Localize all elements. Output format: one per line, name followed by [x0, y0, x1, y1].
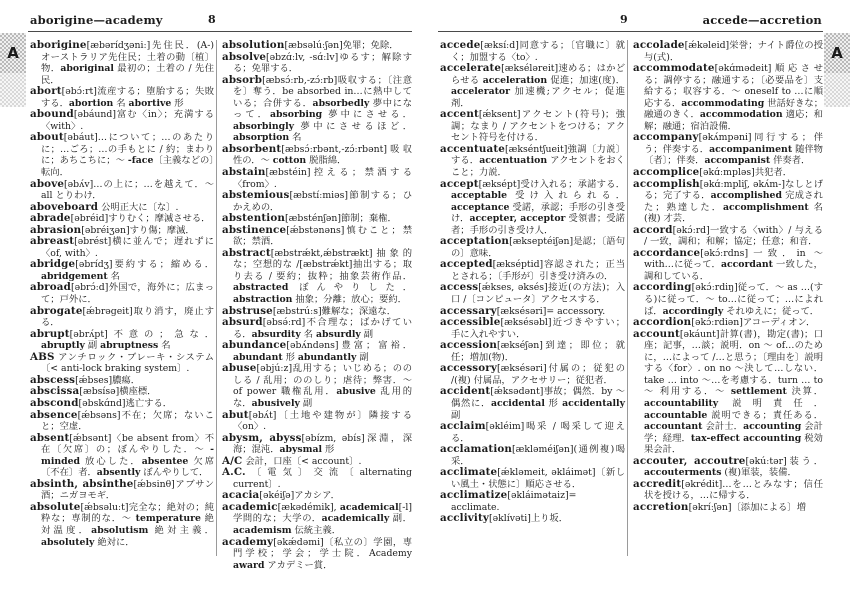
- headword: accessary: [440, 304, 497, 317]
- dictionary-entry: according[əkɔ́ːrdiŋ]従って．〜 as …(する)に従って．〜 to…に従って；…によれば．accordingly それゆえに；従って．: [633, 281, 823, 317]
- headword: abscissa: [30, 385, 80, 398]
- dictionary-entry: accord[əkɔ́ːrd]一致する〈with〉/ 与える / 一致，調和；和解；協定；任意；和音．: [633, 223, 823, 248]
- headword: acclimatize: [440, 489, 508, 502]
- sub-lemma: accommodation: [699, 109, 783, 121]
- dictionary-entry: abort[əbɔ́ːrt]流産する；堕胎する；失敗する．abortion 名 abortive 形: [30, 85, 214, 109]
- dictionary-entry: acclivity[əklívəti]上り坂．: [440, 512, 569, 525]
- headword: about: [30, 131, 64, 144]
- header-rule-right: [438, 31, 823, 32]
- sub-lemma: absorption: [233, 132, 290, 144]
- dictionary-entry: abrogate[ǽbrəgeit]取り消す，廃止する．: [30, 304, 214, 329]
- headword: abort: [30, 85, 62, 98]
- headword: aborigine: [30, 39, 87, 51]
- dictionary-entry: above[əbʌ́v]…の上に；…を越えて．〜 all とりわけ．: [30, 177, 214, 202]
- dictionary-entry: absolve[əbzɑ́ːlv, -sɑ́ːlv]ゆるす；解除する；免罪する．: [222, 50, 412, 75]
- headword: accouter, accoutre: [633, 454, 746, 467]
- dictionary-entry: abstruse[æbstrúːs]難解な；深遠な．: [222, 304, 397, 317]
- sub-lemma: aboriginal: [60, 63, 114, 75]
- dictionary-entry: absinth, absinthe[ǽbsinθ]アブサン酒；ニガヨモギ．: [30, 477, 214, 502]
- dictionary-entry: abrade[əbréid]すりむく；摩滅させる．: [30, 212, 211, 225]
- sub-lemma: accepter, acceptor: [469, 213, 566, 225]
- headword: accentuate: [440, 142, 505, 155]
- dictionary-entry: abscond[əbskɑ́nd]逃亡する．: [30, 396, 173, 409]
- sub-lemma: accomplishment: [722, 201, 809, 213]
- page-number-left: 8: [208, 13, 216, 26]
- dictionary-entry: accession[ækséʃən]到達；即位；就任；増加(物)．: [440, 339, 625, 363]
- sub-lemma: accelerator: [451, 86, 511, 98]
- dictionary-entry: acclaim[əkléim]喝采 / 喝采して迎える．: [440, 420, 625, 444]
- sub-lemma: acceleration: [482, 74, 548, 86]
- dictionary-entry: abstinence[ǽbstənəns]慎むこと；禁欲；禁酒．: [222, 223, 412, 248]
- sub-lemma: abstraction: [233, 294, 293, 306]
- sub-lemma: absorbedly: [312, 97, 370, 109]
- dictionary-entry: acacia[əkéiʃə]アカシア．: [222, 489, 340, 502]
- dictionary-entry: absorbent[æbsɔ́ːrbənt,-zɔ́ːrbənt]吸収性の．〜 cotton 脱脂綿．: [222, 142, 412, 167]
- headword: accordance: [633, 246, 701, 259]
- dictionary-entry: abscissa[æbsísə]横座標．: [30, 385, 157, 398]
- headword: abrupt: [30, 327, 70, 340]
- sub-lemma: accompanist: [704, 155, 771, 167]
- sub-lemma: -minded: [41, 444, 214, 467]
- dictionary-entry: A/C 会計，口座〔< account〕.: [222, 454, 362, 467]
- dictionary-entry: abound[əbáund]富む〈in〉；充満する〈with〉.: [30, 108, 214, 132]
- headword: abstract: [222, 246, 271, 259]
- headword: abound: [30, 108, 74, 121]
- guide-words-left: aborigine—academy: [30, 13, 163, 27]
- headword: accommodate: [633, 62, 715, 75]
- left-page-column-1: [30, 40, 214, 548]
- headword: abscond: [30, 396, 79, 409]
- sub-lemma: abundant: [233, 351, 283, 363]
- sub-lemma: accountable: [644, 409, 708, 421]
- dictionary-entry: accomplice[əkɑ́ːmpləs]共犯者．: [633, 166, 793, 179]
- headword: acceptation: [440, 235, 510, 248]
- sub-lemma: cotton: [272, 155, 307, 167]
- dictionary-entry: accept[æksépt]受け入れる；承諾する．acceptable 受け入れられる．acceptance 受諾，承認；手形の引き受け．accepter, acceptor 受領書；受諾者；手形の引き受け人．: [440, 177, 625, 236]
- sub-lemma: abruptness: [100, 340, 159, 352]
- dictionary-entry: accident[ǽksədənt]事故；偶然．by 〜 偶然に．accidental 形 accidentally 副: [440, 385, 625, 421]
- headword: accompany: [633, 131, 699, 144]
- sub-lemma: accordant: [720, 259, 773, 271]
- sub-lemma: accounting: [743, 421, 802, 433]
- headword: accord: [633, 223, 673, 236]
- dictionary-entry: abreast[əbrést]横に並んで；遅れずに〈of, with〉.: [30, 235, 214, 259]
- column-divider-left-page: [216, 40, 217, 556]
- sub-lemma: absolutism: [91, 524, 149, 536]
- header-rule-left: [28, 31, 412, 32]
- dictionary-entry: accede[æksíːd]同意する；〔官職に〕就く；加盟する〈to〉.: [440, 39, 625, 63]
- headword: abstinence: [222, 223, 287, 236]
- headword: abridge: [30, 258, 76, 271]
- headword: ABS: [30, 350, 55, 363]
- index-tab-a-right: [824, 33, 850, 73]
- sub-lemma: abundantly: [297, 351, 357, 363]
- headword: abreast: [30, 235, 75, 248]
- headword: absinth, absinthe: [30, 477, 134, 490]
- sub-lemma: absolutely: [41, 536, 95, 548]
- sub-lemma: award: [233, 559, 265, 571]
- headword: accepted: [440, 258, 493, 271]
- headword: accretion: [633, 500, 689, 513]
- headword: absolve: [222, 50, 267, 63]
- headword: abrasion: [30, 223, 82, 236]
- headword: abstemious: [222, 189, 290, 202]
- dictionary-entry: accentuate[ækséntʃueit]強調〔力説〕する．accentuation アクセントをおくこと；力説．: [440, 142, 625, 179]
- sub-lemma: absorbing: [270, 109, 323, 121]
- headword: abstain: [222, 166, 266, 179]
- right-page-column-1: [440, 40, 625, 525]
- sub-lemma: abruptly: [41, 340, 85, 352]
- sub-lemma: abortive: [128, 97, 172, 109]
- headword: A.C.: [222, 466, 246, 479]
- headword: abstention: [222, 212, 285, 225]
- sub-lemma: accountability: [644, 397, 719, 409]
- headword: absence: [30, 408, 78, 421]
- dictionary-entry: abuse[əbjúːz]乱用する；いじめる；ののしる / 乱用；ののしり；虐待；弊害．〜 of power 職権乱用．abusive 乱用的な．abusively 副: [222, 362, 412, 409]
- headword: absorb: [222, 73, 263, 86]
- headword: acclivity: [440, 512, 490, 525]
- headword: access: [440, 281, 479, 294]
- headword: acclimate: [440, 466, 498, 479]
- dictionary-entry: abridge[əbrídʒ]要約する；縮める．abridgement 名: [30, 258, 214, 282]
- headword: acclamation: [440, 443, 513, 456]
- index-tab-letter: A: [7, 44, 19, 62]
- headword: abysm, abyss: [222, 431, 302, 444]
- dictionary-entry: A.C.〔電気〕交流〔alternating current〕.: [222, 466, 412, 490]
- dictionary-entry: abroad[əbrɔ́ːd]外国で，海外に；広まって；戸外に．: [30, 281, 214, 306]
- dictionary-entry: accouter, accoutre[əkúːtər]装う．accouterments (複)軍装，装備．: [633, 454, 823, 479]
- headword: accession: [440, 339, 497, 352]
- dictionary-entry: accessary[æksésəri]= accessory.: [440, 304, 606, 317]
- headword: accessory: [440, 362, 497, 375]
- headword: aboveboard: [30, 200, 99, 213]
- sub-lemma: absently: [96, 467, 141, 479]
- dictionary-entry: accessible[æksésəbl]近づきやすい；手に入れやすい．: [440, 316, 625, 340]
- index-tab-fade-left: [0, 73, 26, 107]
- dictionary-entry: accelerate[ækséləreit]速める；はかどらせる acceleration 促進；加速(度)．accelerator 加速機;アクセル；促進剤．: [440, 62, 625, 109]
- dictionary-entry: accent[ǽksent]アクセント(符号)；強調；なまり / アクセントをつける；アクセント符号を付ける．: [440, 108, 625, 144]
- headword: abstruse: [222, 304, 273, 317]
- headword: above: [30, 177, 65, 190]
- sub-lemma: accentuation: [479, 155, 548, 167]
- dictionary-entry: accomplish[əkɑ́ːmpliʃ, əkʌ́m-]なしとげる；完了する．accomplished 完成された；熟達した．accomplishment 名(複) 才芸．: [633, 177, 823, 225]
- headword: academy: [222, 535, 274, 548]
- sub-lemma: academical: [339, 501, 399, 513]
- sub-lemma: abusive: [336, 386, 376, 398]
- sub-lemma: accomplished: [710, 190, 782, 202]
- dictionary-entry: academic[ækədémik], academical[-l]学問的な；大学の．academically 副．academism 伝統主義．: [222, 500, 412, 536]
- sub-lemma: acceptable: [451, 190, 508, 202]
- index-tab-letter: A: [831, 44, 843, 62]
- column-divider-right-page: [627, 40, 628, 556]
- dictionary-entry: abysm, abyss[əbízm, əbís]深淵，深海；混沌．abysmal 形: [222, 431, 412, 456]
- dictionary-entry: accolade[ǽkəleid]栄誉；ナイト爵位の授与(式)．: [633, 39, 823, 63]
- dictionary-entry: accordion[əkɔ́ːrdiən]アコーディオン．: [633, 316, 816, 329]
- dictionary-entry: accepted[ækséptid]容認された；正当とされる；〔手形が〕引き受け済みの．: [440, 258, 625, 282]
- dictionary-entry: about[əbáut]…について；…のあたりに；…ごろ；…の手もとに / 約；まわりに；あちこちに；〜 -face〔主義などの〕転向．: [30, 131, 214, 179]
- sub-lemma: accountant: [644, 421, 703, 433]
- headword: accessible: [440, 316, 501, 329]
- headword: accolade: [633, 39, 685, 51]
- headword: absorbent: [222, 142, 282, 155]
- sub-lemma: abortion: [68, 97, 114, 109]
- headword: abrade: [30, 212, 71, 225]
- page-number-right: 9: [620, 13, 628, 26]
- sub-lemma: temperature: [135, 513, 201, 525]
- dictionary-entry: abrupt[əbrʌ́pt]不意の；急な．abruptly 副 abruptness 名: [30, 327, 214, 352]
- index-tab-fade-right: [824, 73, 850, 107]
- dictionary-entry: abstention[æbsténʃən]節制；棄権．: [222, 212, 397, 225]
- sub-lemma: accouterments: [644, 467, 722, 479]
- dictionary-entry: abut[əbʌ́t]〔土地や建物が〕隣接する〈on〉.: [222, 408, 412, 433]
- headword: absurd: [222, 316, 263, 329]
- dictionary-entry: absorb[æbsɔ́ːrb,-zɔ́ːrb]吸収する；〔注意を〕奪う．be absorbed in…に熱中している；合併する．absorbedly 夢中になって．absorbing 夢中にさせる．absorbingly 夢中にさせるほど．absorption 名: [222, 73, 412, 144]
- dictionary-entry: abscess[ǽbses]膿瘍．: [30, 373, 141, 386]
- sub-lemma: accommodating: [681, 97, 765, 109]
- headword: A/C: [222, 454, 243, 467]
- headword: abroad: [30, 281, 71, 294]
- dictionary-entry: ABS アンチロック・ブレーキ・システム〔< anti-lock braking system〕.: [30, 350, 214, 375]
- sub-lemma: accidentally: [562, 397, 625, 409]
- index-tab-a-left: [0, 33, 26, 73]
- guide-words-right: accede—accretion: [702, 13, 822, 27]
- sub-lemma: academically: [321, 513, 390, 525]
- sub-lemma: settlement: [730, 386, 787, 398]
- sub-lemma: academism: [233, 524, 292, 536]
- headword: accept: [440, 177, 479, 190]
- sub-lemma: absorbingly: [233, 120, 295, 132]
- headword: absent: [30, 431, 70, 444]
- dictionary-entry: abrasion[əbréiʒən]すり傷；摩滅．: [30, 223, 195, 236]
- headword: acacia: [222, 489, 260, 502]
- dictionary-entry: abstract[æbstrǽkt,ǽbstrækt]抽象的な；空想的な /[æbstrǽkt]抽出する；取り去る / 要約；抜粋；抽象芸術作品．abstracted ぼんやりした．abstraction 抽象；分離；放心；要約．: [222, 246, 412, 306]
- headword: accordion: [633, 316, 692, 329]
- dictionary-entry: absence[ǽbsəns]不在；欠席；ないこと；空虚．: [30, 408, 214, 433]
- sub-lemma: accidental: [490, 397, 545, 409]
- headword: accelerate: [440, 62, 502, 75]
- dictionary-entry: abstemious[æbstíːmiəs]節制する；ひかえめの．: [222, 189, 412, 213]
- dictionary-entry: accommodate[əkɑ́mədeit]順応させる；調停する；融通する；〔必要品を〕支給する；収容する．〜 oneself to …に順応する．accommodating 世話好きな；融通のきく．accommodation 適応；和解；融通；宿泊設備．: [633, 62, 823, 132]
- sub-lemma: absurdity: [251, 328, 301, 340]
- dictionary-entry: absolute[ǽbsəluːt]完全な；絶対の；純粋な；専制的な．〜 temperature 絶対温度．absolutism 絶対主義．absolutely 絶対に．: [30, 500, 214, 548]
- sub-lemma: absurdly: [315, 328, 361, 340]
- headword: accredit: [633, 477, 682, 490]
- dictionary-entry: access[ǽkses, əksés]接近(の方法)；入口 /〔コンピュータ〕アクセスする．: [440, 281, 625, 306]
- headword: abuse: [222, 362, 257, 375]
- dictionary-entry: academy[əkǽdəmi]〔私立の〕学園，専門学校；学会；学士院．Academy award アカデミー賞．: [222, 535, 412, 571]
- right-page-column-2: [633, 40, 823, 513]
- sub-lemma: abstracted: [233, 282, 289, 294]
- sub-lemma: absentee: [141, 455, 189, 467]
- dictionary-entry: accretion[əkríːʃən]〔添加による〕増: [633, 500, 806, 513]
- headword: abundance: [222, 339, 287, 352]
- headword: accede: [440, 39, 481, 51]
- dictionary-entry: absolution[æbsəlúːʃən]免罪；免除．: [222, 39, 399, 51]
- headword: accomplish: [633, 177, 700, 190]
- headword: abrogate: [30, 304, 83, 317]
- dictionary-entry: account[əkáunt]計算(書)，勘定(書)；口座；記事，…談；説明．on 〜 of…のために，…によって /…と思う；〔理由を〕説明する〈for〉. on no 〜決して…しない．take … into 〜…を考慮する．turn … to 〜 利用する．〜 settlement 決算．accountability 説明責任．accountable 説明できる；責任ある．accountant 会計士．accounting 会計学；経理．tax-effect accounting 税効果会計．: [633, 327, 823, 456]
- headword: abscess: [30, 373, 76, 386]
- headword: academic: [222, 500, 278, 513]
- headword: absolution: [222, 39, 285, 51]
- headword: account: [633, 327, 680, 340]
- headword: abut: [222, 408, 249, 421]
- sub-lemma: abridgement: [41, 270, 108, 282]
- sub-lemma: tax-effect accounting: [690, 432, 802, 444]
- headword: accent: [440, 108, 479, 121]
- dictionary-entry: accredit[əkrédit]…を…とみなす；信任状を授ける，…に帰する．: [633, 477, 823, 502]
- headword: according: [633, 281, 692, 294]
- dictionary-entry: abstain[æbstéin]控える；禁酒する〈from〉.: [222, 166, 412, 190]
- sub-lemma: abusively: [251, 397, 300, 409]
- headword: accomplice: [633, 166, 700, 179]
- dictionary-entry: acceptation[ækseptéiʃən]是認；〔語句の〕意味．: [440, 235, 625, 259]
- left-page-column-2: [222, 40, 412, 571]
- sub-lemma: -face: [127, 155, 154, 167]
- headword: absolute: [30, 500, 81, 513]
- dictionary-entry: accompany[əkʌ́mpəni]同行する；伴う；伴奏する．accompaniment 随伴物〔者〕；伴奏．accompanist 伴奏者．: [633, 131, 823, 167]
- sub-lemma: acceptance: [451, 201, 510, 213]
- dictionary-entry: absurd[əbsə́ːrd]不合理な；ばかげている．absurdity 名 absurdly 副: [222, 316, 412, 340]
- sub-lemma: accompaniment: [709, 143, 793, 155]
- dictionary-entry: aborigine[æbərídʒəniː]先住民．(A-) オーストラリア先住民；土着の動〔植〕物．aboriginal 最初の；土着の / 先住民．: [30, 39, 214, 86]
- dictionary-entry: abundance[əbʌ́ndəns]豊富；富裕．abundant 形 abundantly 副: [222, 339, 412, 363]
- dictionary-entry: accessory[æksésəri]付属の；従犯の /(複) 付属品，アクセサリー；従犯者．: [440, 362, 625, 386]
- dictionary-entry: absent[ǽbsənt]〈be absent from〉不在〔欠席〕の；ぼんやりした．〜 -minded 放心した．absentee 欠席〔不在〕者．absently ぼんやりして．: [30, 431, 214, 479]
- dictionary-entry: aboveboard 公明正大に〔な〕.: [30, 200, 179, 213]
- sub-lemma: accordingly: [662, 305, 724, 317]
- dictionary-entry: acclamation[ækləméiʃən](通例複)喝采．: [440, 443, 625, 467]
- headword: acclaim: [440, 420, 486, 433]
- dictionary-entry: acclimate[ǽkləmeit, əkláimət]〔新しい風土・状態に〕順応させる．: [440, 466, 625, 490]
- dictionary-entry: acclimatize[əkláimətaiz]= acclimate.: [440, 489, 577, 513]
- headword: accident: [440, 385, 491, 398]
- sub-lemma: abysmal: [279, 444, 323, 456]
- dictionary-entry: accordance[əkɔ́ːrdns]一致．in 〜 with…に従って．accordant 一致した，調和している．: [633, 246, 823, 282]
